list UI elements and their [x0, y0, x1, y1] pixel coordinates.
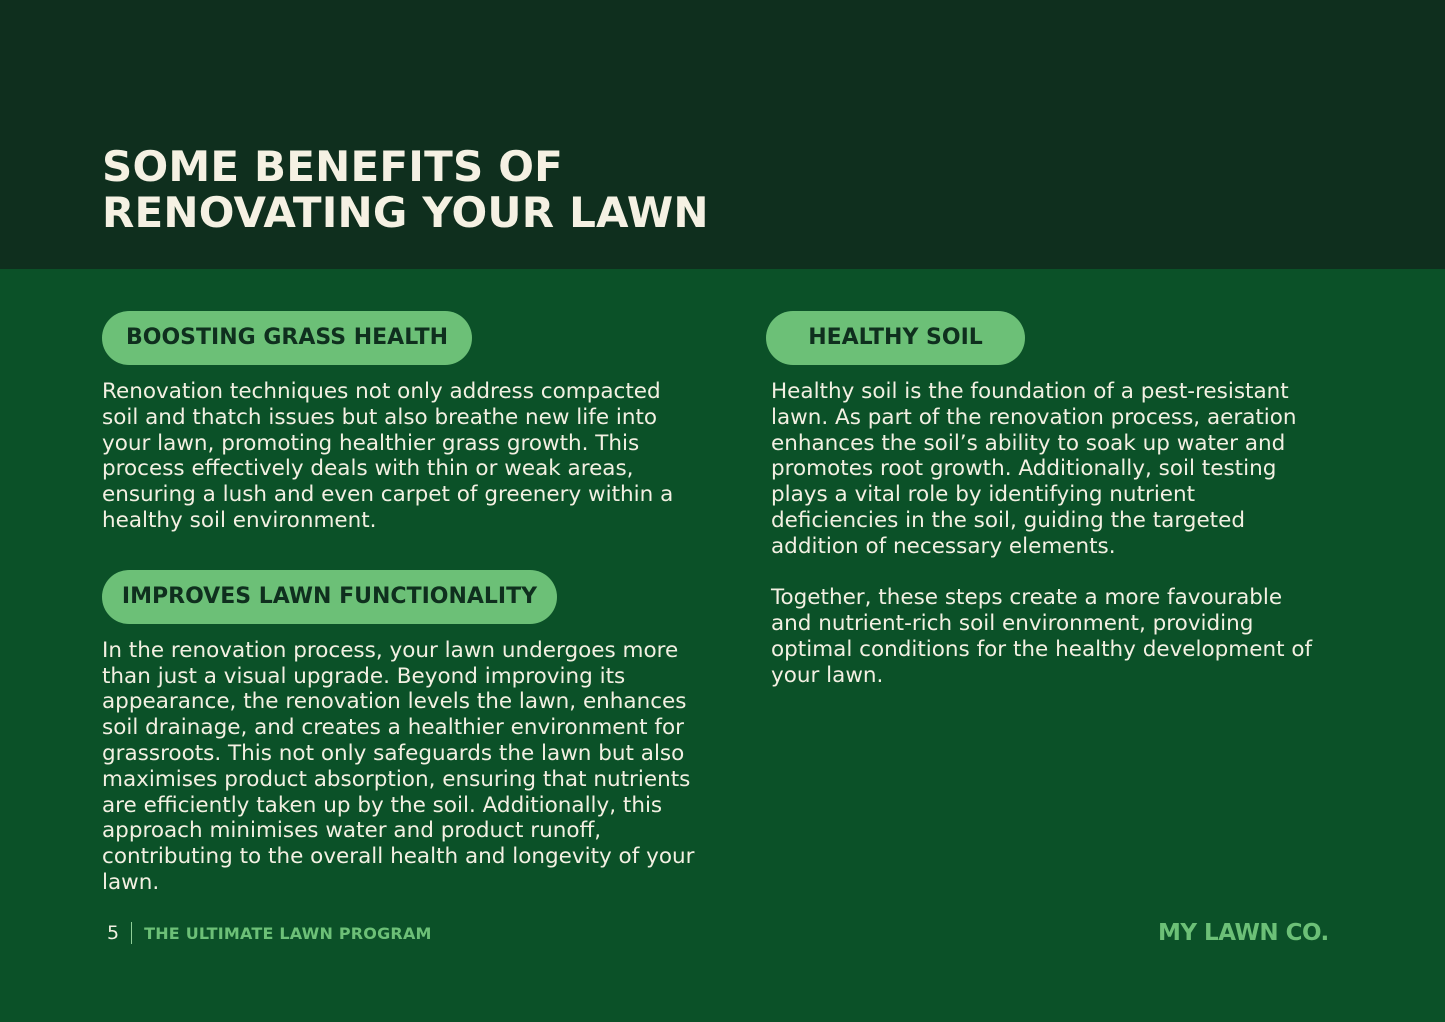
section-functionality: [102, 570, 702, 896]
right-column: [766, 311, 1326, 689]
section-text-grass-health: Renovation techniques not only address compacted soil and thatch issues but also breathe new life into your lawn, promoting healthier grass growth. This process effectively deals with thin or weak areas, ensuring a lush and even carpet of greenery within a healthy soil environment.: [102, 379, 674, 533]
section-grass-health: [102, 311, 702, 534]
section-heading-healthy-soil: HEALTHY SOIL: [766, 311, 1025, 365]
section-text-healthy-soil-2: Together, these steps create a more favourable and nutrient-rich soil environment, providing optimal conditions for the healthy development of your lawn.: [771, 585, 1313, 688]
section-healthy-soil: [766, 311, 1326, 689]
left-column: [102, 311, 702, 896]
section-heading-functionality: IMPROVES LAWN FUNCTIONALITY: [102, 570, 557, 624]
section-text-healthy-soil-1: Healthy soil is the foundation of a pest-resistant lawn. As part of the renovation process, aeration enhances the soil’s ability to soak up water and promotes root growth. Additionally, soil testing plays a vital role by identifying nutrient deficiencies in the soil, guiding the targeted addition of necessary elements.: [771, 379, 1297, 559]
footer-doc-title: THE ULTIMATE LAWN PROGRAM: [144, 923, 432, 943]
section-text-functionality: In the renovation process, your lawn undergoes more than just a visual upgrade. Beyond improving its appearance, the renovation levels the lawn, enhances soil drainage, and creates a healthier environment for grassroots. This not only safeguards the lawn but also maximises product absorption, ensuring that nutrients are efficiently taken up by the soil. Additionally, this approach minimises water and product runoff, contributing to the overall health and longevity of your lawn.: [102, 637, 695, 895]
brand-logo: MY LAWN CO.: [1158, 920, 1329, 946]
footer: [107, 920, 432, 946]
page-title-line-2: RENOVATING YOUR LAWN: [102, 188, 709, 237]
page-title-line-1: SOME BENEFITS OF: [102, 142, 564, 191]
footer-divider: [131, 922, 132, 944]
section-heading-grass-health: BOOSTING GRASS HEALTH: [102, 311, 472, 365]
page-number: 5: [107, 922, 120, 944]
header-band: [0, 0, 1445, 269]
page-title: [102, 144, 709, 236]
